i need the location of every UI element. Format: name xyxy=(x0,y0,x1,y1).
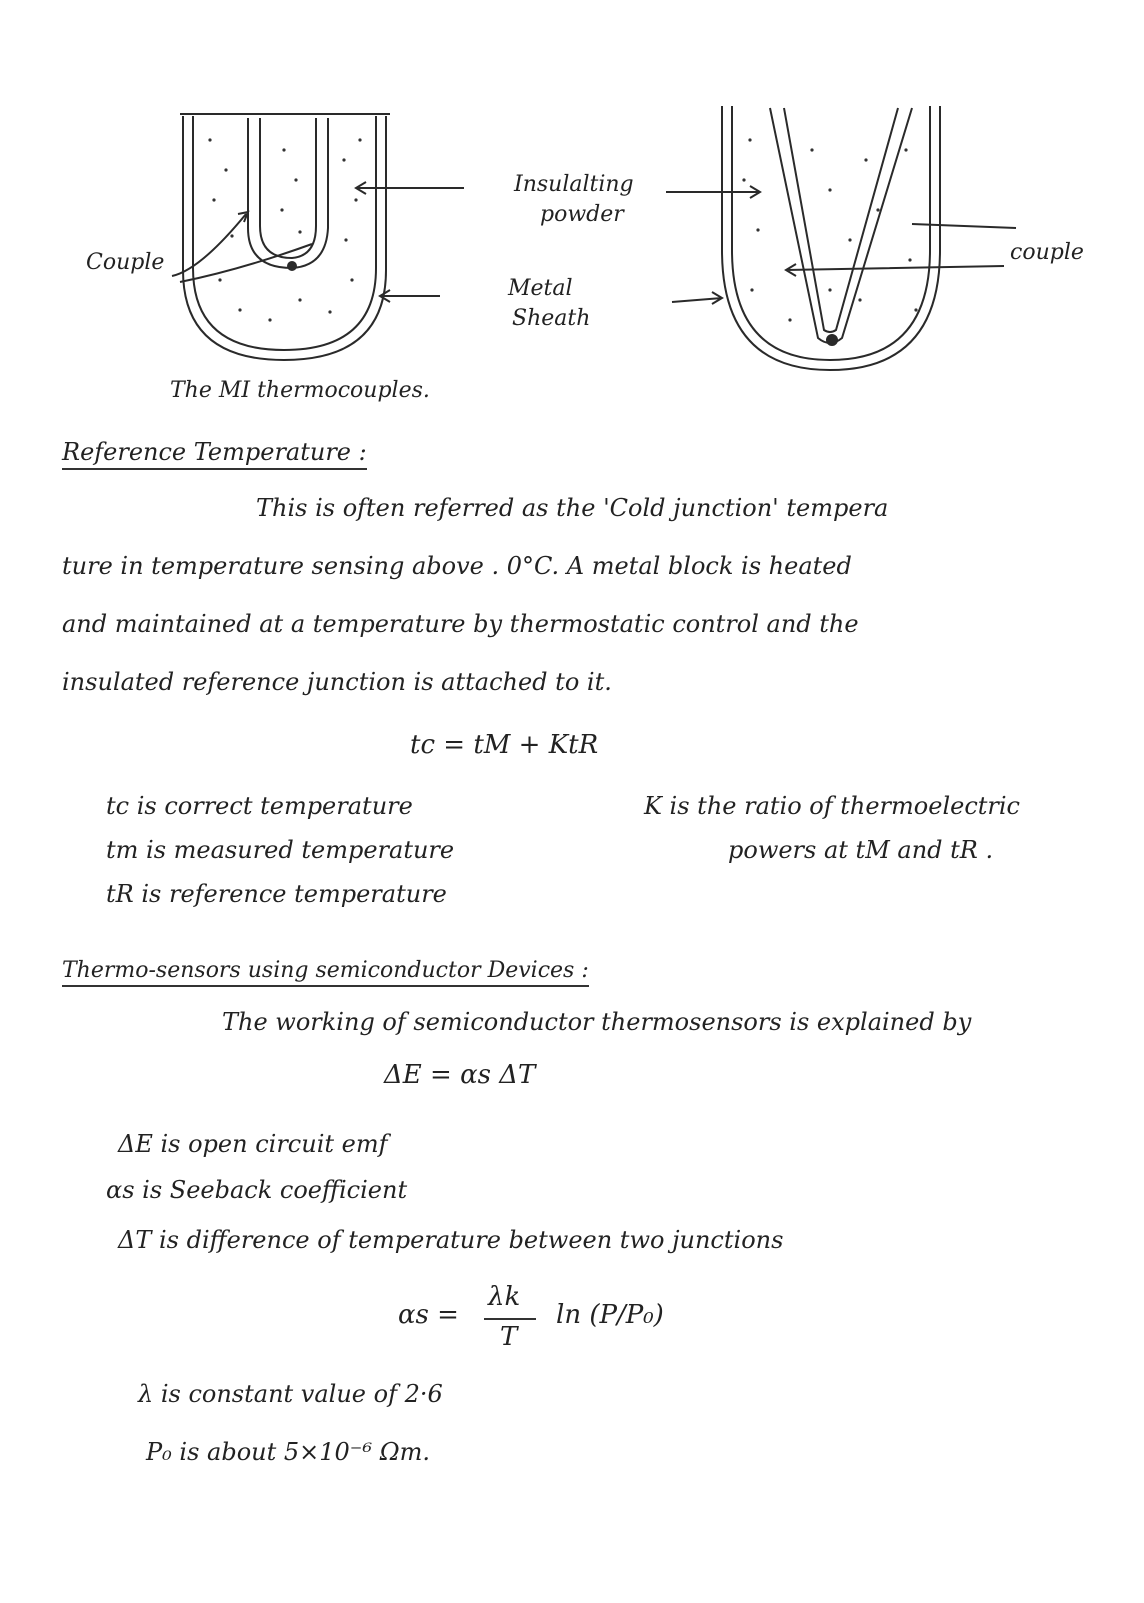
left-sheath-outer xyxy=(183,116,386,360)
reference-def-tc: tc is correct temperature xyxy=(106,792,413,820)
reference-line-2: ture in temperature sensing above . 0°C. A metal block is heated xyxy=(62,552,852,580)
reference-k-def-2: powers at tM and tR . xyxy=(728,836,994,864)
reference-heading: Reference Temperature : xyxy=(62,438,367,470)
alpha-equation-lhs: αs = xyxy=(398,1300,459,1330)
reference-line-4: insulated reference junction is attached to it. xyxy=(62,668,612,696)
reference-def-tm: tm is measured temperature xyxy=(106,836,455,864)
reference-equation: tc = tM + KtR xyxy=(410,730,599,760)
right-couple-inner xyxy=(784,108,898,332)
figure-caption: The MI thermocouples. xyxy=(170,378,430,403)
sheath-arrow-left xyxy=(380,290,440,302)
reference-line-1: This is often referred as the 'Cold junction' tempera xyxy=(256,494,889,522)
alpha-equation-numerator: λk xyxy=(488,1282,521,1312)
semiconductor-def-de: ΔE is open circuit emf xyxy=(118,1130,388,1158)
right-couple-leader-2 xyxy=(786,264,1004,276)
semiconductor-def-dt: ΔT is difference of temperature between two junctions xyxy=(118,1226,784,1254)
sheath-arrow-right xyxy=(672,292,722,304)
reference-def-tr: tR is reference temperature xyxy=(106,880,447,908)
left-junction xyxy=(288,262,296,270)
lambda-definition: λ is constant value of 2·6 xyxy=(138,1380,443,1408)
label-powder: powder xyxy=(540,202,624,227)
label-couple-left: Couple xyxy=(86,250,165,275)
semiconductor-intro: The working of semiconductor thermosensors is explained by xyxy=(222,1008,972,1036)
alpha-equation-rhs: ln (P/P₀) xyxy=(556,1300,664,1330)
label-metal: Metal xyxy=(508,276,573,301)
semiconductor-heading: Thermo-sensors using semiconductor Devices : xyxy=(62,958,589,987)
rho-definition: P₀ is about 5×10⁻⁶ Ωm. xyxy=(146,1438,430,1466)
seebeck-equation: ΔE = αs ΔT xyxy=(384,1060,536,1090)
reference-k-def-1: K is the ratio of thermoelectric xyxy=(644,792,1020,820)
semiconductor-def-alpha: αs is Seeback coefficient xyxy=(106,1176,408,1204)
insulating-arrow-left xyxy=(356,182,464,194)
label-couple-right: couple xyxy=(1010,240,1084,265)
reference-line-3: and maintained at a temperature by thermostatic control and the xyxy=(62,610,859,638)
alpha-equation-denominator: T xyxy=(500,1322,518,1352)
label-insulating: Insulalting xyxy=(514,172,634,197)
right-couple-leader-1 xyxy=(912,224,1016,228)
label-sheath: Sheath xyxy=(512,306,591,331)
left-couple-inner xyxy=(260,118,316,258)
insulating-arrow-right xyxy=(666,186,760,198)
fraction-bar xyxy=(484,1318,536,1320)
right-junction xyxy=(827,335,837,345)
